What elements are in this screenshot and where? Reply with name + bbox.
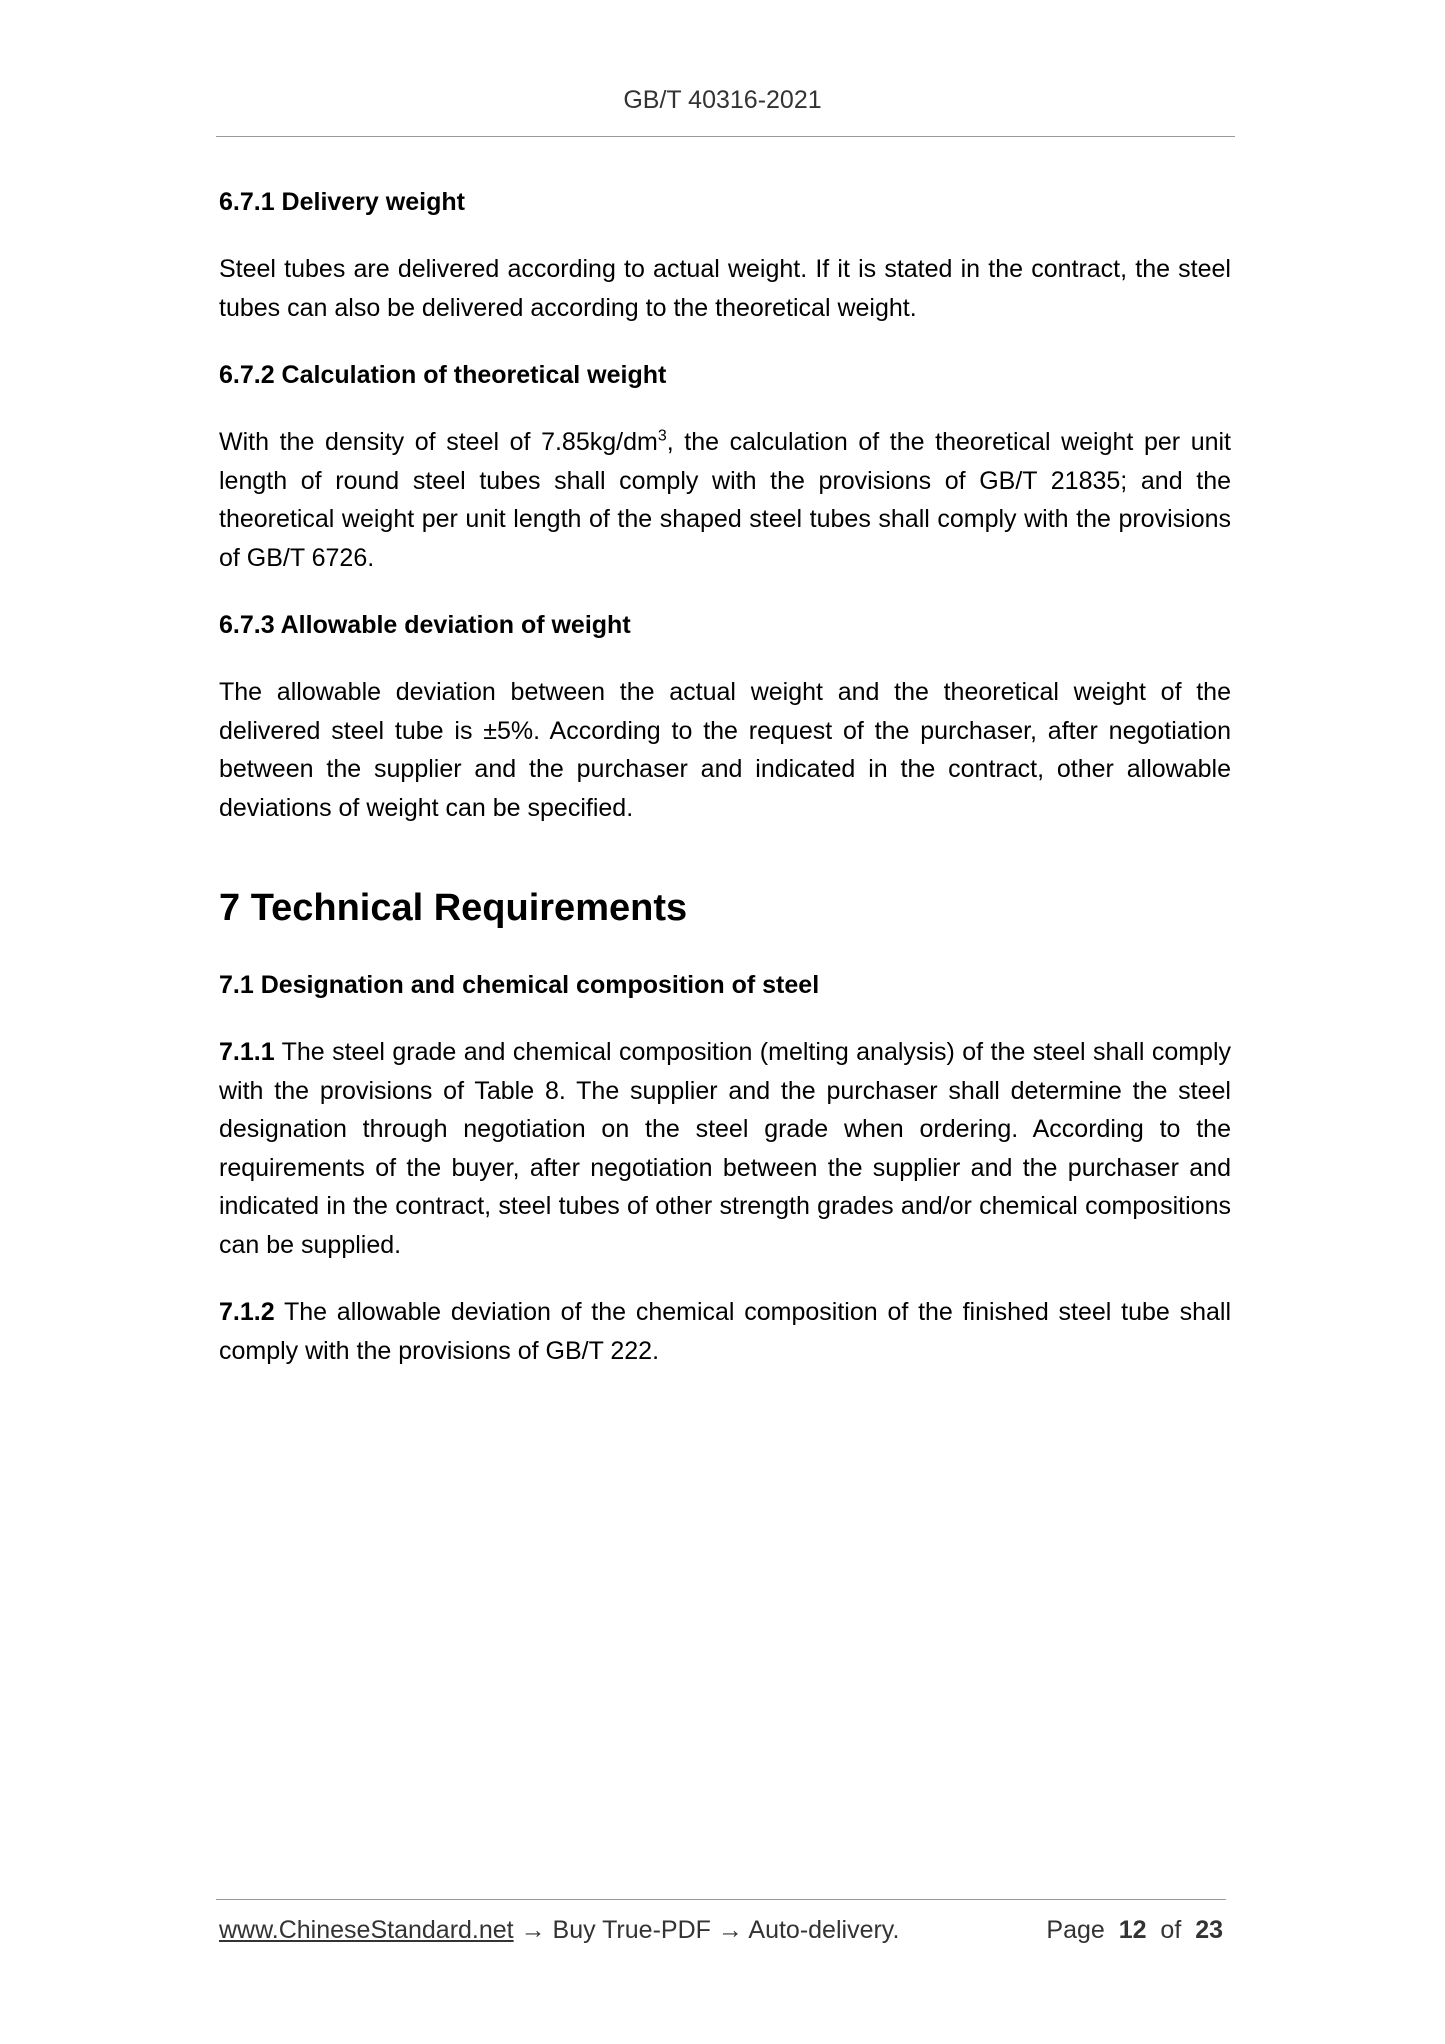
page-indicator (1046, 1916, 1223, 1945)
website-link[interactable]: www.ChineseStandard.net (219, 1916, 514, 1944)
page-total: 23 (1195, 1916, 1223, 1944)
page-footer (219, 1916, 1231, 1945)
paragraph-6-7-1: Steel tubes are delivered according to actual weight. If it is stated in the contract, the steel tubes can also be delivered according to the theoretical weight. (219, 255, 1231, 322)
promo-text: → Buy True-PDF → Auto-delivery. (513, 1916, 900, 1944)
clause-number-7-1-2: 7.1.2 (219, 1298, 275, 1326)
paragraph-7-1-2-text: The allowable deviation of the chemical composition of the finished steel tube shall comply with the provisions of GB/T 222. (219, 1298, 1231, 1365)
heading-6-7-2: 6.7.2 Calculation of theoretical weight (219, 361, 667, 389)
header-divider (216, 136, 1235, 137)
footer-divider (216, 1899, 1226, 1900)
page-content (219, 183, 1231, 1370)
heading-7-1: 7.1 Designation and chemical composition of steel (219, 971, 820, 999)
heading-6-7-1: 6.7.1 Delivery weight (219, 188, 465, 216)
superscript-3: 3 (657, 427, 667, 445)
heading-6-7-3: 6.7.3 Allowable deviation of weight (219, 611, 631, 639)
clause-number-7-1-1: 7.1.1 (219, 1038, 275, 1066)
document-id-header: GB/T 40316-2021 (623, 86, 822, 114)
paragraph-7-1-1-text: The steel grade and chemical composition (melting analysis) of the steel shall comply with the provisions of Table 8. The supplier and the purchaser shall determine the steel designation through negotiation on the steel grade when ordering. According to the requirements of the buyer, after negotiation between the supplier and the purchaser and indicated in the contract, steel tubes of other strength grades and/or chemical compositions can be supplied. (219, 1038, 1231, 1259)
heading-7: 7 Technical Requirements (219, 887, 688, 929)
paragraph-6-7-2-rest: , the calculation of the theoretical weight per unit length of round steel tubes shall comply with the provisions of GB/T 21835; and the theoretical weight per unit length of the shaped steel tubes shall comply with the provisions of GB/T 6726. (219, 428, 1231, 572)
paragraph-6-7-3: The allowable deviation between the actual weight and the theoretical weight of the delivered steel tube is ±5%. According to the request of the purchaser, after negotiation between the supplier and the purchaser and indicated in the contract, other allowable deviations of weight can be specified. (219, 678, 1231, 822)
paragraph-7-1-1 (219, 1033, 1231, 1264)
page-label: Page (1046, 1916, 1105, 1944)
of-label: of (1160, 1916, 1182, 1944)
paragraph-6-7-2-lead: With the density of steel of 7.85kg/dm (219, 428, 658, 456)
page-number: 12 (1118, 1916, 1147, 1944)
paragraph-6-7-2 (219, 423, 1231, 577)
paragraph-7-1-2 (219, 1293, 1231, 1370)
